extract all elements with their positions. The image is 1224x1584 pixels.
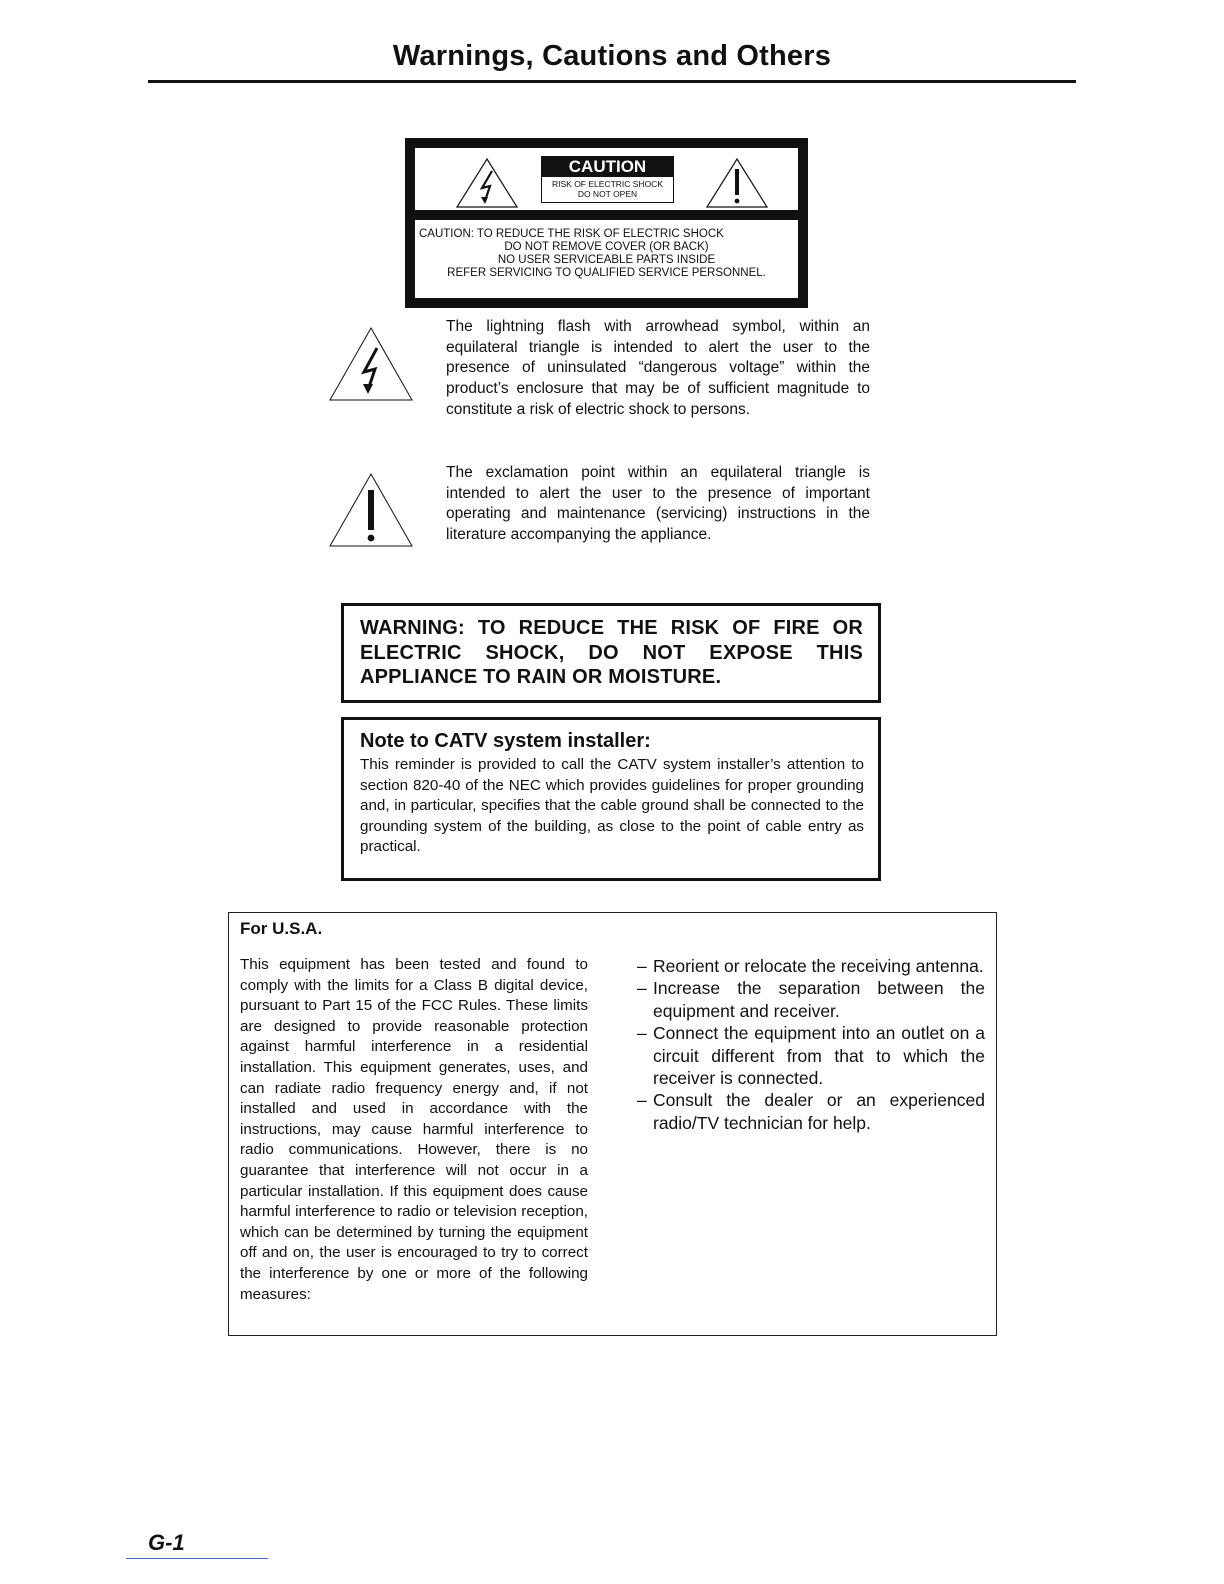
measure-text: Consult the dealer or an experienced radio/TV technician for help.	[653, 1090, 985, 1133]
list-dash: –	[637, 1090, 647, 1111]
caution-line: CAUTION: TO REDUCE THE RISK OF ELECTRIC SHOCK	[419, 228, 724, 240]
bottom-link-rule	[126, 1558, 268, 1559]
list-item	[637, 977, 985, 1022]
caution-label	[405, 138, 808, 308]
catv-note-body: This reminder is provided to call the CATV system installer’s attention to section 820-40 of the NEC which provides guidelines for proper grounding and, in particular, specifies that the cable ground shall be connected to the grounding system of the building, as close to the point of cable entry as practical.	[360, 756, 864, 855]
caution-line: REFER SERVICING TO QUALIFIED SERVICE PERSONNEL.	[447, 267, 766, 279]
exclamation-triangle-icon	[705, 157, 769, 209]
measure-text: Reorient or relocate the receiving antenna.	[653, 956, 984, 976]
usa-heading: For U.S.A.	[240, 919, 323, 938]
lightning-triangle-icon	[328, 326, 414, 402]
usa-measures-list	[637, 955, 985, 1134]
caution-line: DO NOT REMOVE COVER (OR BACK)	[504, 241, 709, 253]
measure-text: Connect the equipment into an outlet on a circuit different from that to which the receiver is connected.	[653, 1023, 985, 1089]
caution-label-top	[415, 148, 798, 210]
caution-heading: CAUTION	[542, 157, 673, 177]
caution-label-text	[415, 220, 798, 298]
list-dash: –	[637, 978, 647, 999]
exclamation-triangle-icon	[328, 472, 414, 548]
page-number: G-1	[148, 1530, 185, 1555]
warning-box	[341, 603, 881, 703]
caution-line: NO USER SERVICEABLE PARTS INSIDE	[497, 254, 716, 266]
catv-note-box	[341, 717, 881, 881]
measure-text: Increase the separation between the equipment and receiver.	[653, 978, 985, 1021]
usa-fcc-statement: This equipment has been tested and found to comply with the limits for a Class B digital device, pursuant to Part 15 of the FCC Rules. These limits are designed to provide reasonable protection against harmful interference in a residential installation. This equipment generates, uses, and can radiate radio frequency energy and, if not installed and used in accordance with the instructions, may cause harmful interference to radio communications. However, there is no guarantee that interference will not occur in a particular installation. If this equipment does cause harmful interference to radio or television reception, which can be determined by turning the equipment off and on, the user is encouraged to try to correct the interference by one or more of the following measures:	[240, 956, 588, 1303]
warning-text: WARNING: TO REDUCE THE RISK OF FIRE OR ELECTRIC SHOCK, DO NOT EXPOSE THIS APPLIANCE TO RAIN OR MOISTURE.	[360, 617, 863, 688]
caution-subtext-line: RISK OF ELECTRIC SHOCK	[552, 179, 663, 189]
list-dash: –	[637, 956, 647, 976]
list-dash: –	[637, 1023, 647, 1044]
caution-subtext-line: DO NOT OPEN	[577, 189, 638, 199]
exclamation-symbol-description: The exclamation point within an equilateral triangle is intended to alert the user to the presence of important operating and maintenance (servicing) instructions in the literature accompanying the appliance.	[446, 464, 870, 544]
lightning-symbol-description: The lightning flash with arrowhead symbol, within an equilateral triangle is intended to alert the user to the presence of uninsulated “dangerous voltage” within the product’s enclosure that may be of sufficient magnitude to constitute a risk of electric shock to persons.	[446, 318, 870, 418]
caution-subtext	[542, 179, 673, 199]
page-title: Warnings, Cautions and Others	[392, 40, 832, 72]
catv-note-heading: Note to CATV system installer:	[360, 730, 651, 752]
lightning-triangle-icon	[455, 157, 519, 209]
title-rule	[148, 80, 1076, 83]
caution-badge	[541, 156, 674, 203]
list-item	[637, 1022, 985, 1089]
list-item	[637, 1089, 985, 1134]
usa-fcc-box	[228, 912, 997, 1336]
list-item	[637, 955, 985, 977]
